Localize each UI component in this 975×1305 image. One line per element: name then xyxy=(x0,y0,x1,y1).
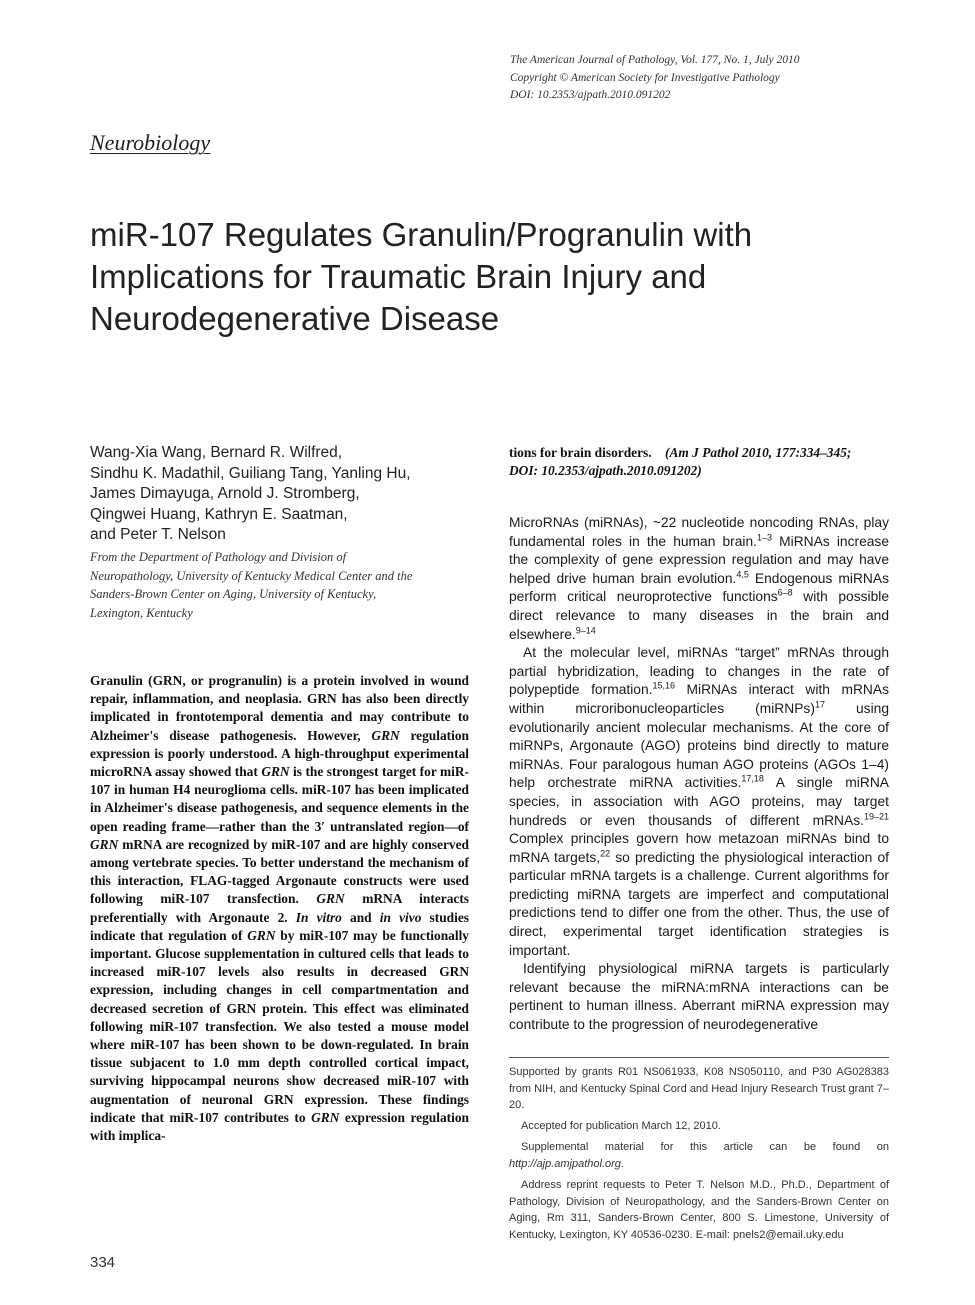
reference-superscript: 9–14 xyxy=(575,624,596,635)
abstract-text: mRNA interacts preferentially with Argonaute 2. xyxy=(90,891,469,925)
abstract-text: by miR-107 may be functionally important. Glucose supplementation in cultured cells that leads to increased miR-107 levels also results in decreased GRN expression, including changes in cell compartmentation and decreased secretion of GRN protein. This effect was eliminated following miR-107 transfection. We also tested a mouse model where miR-107 has been shown to be down-regulated. In brain tissue subjacent to 1.0 mm depth controlled cortical impact, surviving hippocampal neurons show decreased miR-107 with augmentation of neuronal GRN expression. These findings indicate that miR-107 contributes to xyxy=(90,927,469,1125)
latin-term: in vivo xyxy=(379,909,422,925)
grant-note: Supported by grants R01 NS061933, K08 NS050110, and P30 AG028383 from NIH, and Kentucky Spinal Cord and Head Injury Research Trust grant 7–20. xyxy=(509,1066,889,1112)
body-text-run: so predicting the physiological interaction of particular mRNA targets is a challenge. Current algorithms for predicting miRNA targets are imperfect and computational predictions tend to differ one from the other. Thus, the use of direct, experimental target identification strategies is important. xyxy=(509,849,889,958)
reference-superscript: 17,18 xyxy=(741,773,764,784)
title-line-2: Implications for Traumatic Brain Injury and xyxy=(90,258,707,295)
gene-name: GRN xyxy=(371,727,400,743)
page-number: 334 xyxy=(90,1254,116,1271)
title-line-1: miR-107 Regulates Granulin/Progranulin with xyxy=(90,216,753,253)
body-text-run: Identifying physiological miRNA targets is particularly relevant because the miRNA:mRNA interactions can be pertinent to human illness. Aberrant miRNA expression may contribute to the progression of neurodegenerative xyxy=(509,961,889,1033)
abstract-continuation xyxy=(509,444,889,480)
article-title xyxy=(90,214,850,340)
author-line-1: Wang-Xia Wang, Bernard R. Wilfred, xyxy=(90,444,343,461)
abstract-text: mRNA are recognized by miR-107 and are highly conserved among vertebrate species. To better understand the mechanism of this interaction, FLAG-tagged Argonaute constructs were used following miR-107 transfection. xyxy=(90,836,469,907)
reference-superscript: 22 xyxy=(600,848,611,859)
section-label xyxy=(90,130,210,156)
reference-superscript: 17 xyxy=(814,699,825,710)
doi-line: DOI: 10.2353/ajpath.2010.091202 xyxy=(510,89,671,101)
abstract xyxy=(90,672,469,1145)
reprint-note: Address reprint requests to Peter T. Nelson M.D., Ph.D., Department of Pathology, Division of Neuropathology, and the Sanders-Brown Center on Aging, Rm 311, Sanders-Brown Center, 800 S. Limestone, University of Kentucky, Lexington, KY 40536-0230. E-mail: pnels2@email.uky.edu xyxy=(509,1179,889,1241)
affiliation-line-4: Lexington, Kentucky xyxy=(90,605,193,620)
author-line-5: and Peter T. Nelson xyxy=(90,526,226,543)
body-text xyxy=(509,514,889,1035)
footnote-divider xyxy=(509,1057,889,1058)
citation-line-1: (Am J Pathol 2010, 177:334–345; xyxy=(665,445,852,460)
body-text-run: Endogenous miRNAs perform critical neuroprotective functions xyxy=(509,570,889,605)
latin-term: In vitro xyxy=(295,909,342,925)
journal-link[interactable]: http://ajp.amjpathol.org xyxy=(509,1157,621,1170)
journal-header xyxy=(510,52,930,105)
supplemental-text: Supplemental material for this article can be found on xyxy=(521,1141,889,1154)
reference-superscript: 1–3 xyxy=(757,532,773,542)
author-line-3: James Dimayuga, Arnold J. Stromberg, xyxy=(90,485,360,502)
body-text-run: A single miRNA species, in association with AGO proteins, may target hundreds or even thousands of different mRNAs. xyxy=(509,775,889,828)
citation-line-2: DOI: 10.2353/ajpath.2010.091202) xyxy=(509,463,702,479)
body-text-run: using evolutionarily ancient molecular mechanisms. At the core of miRNPs, Argonaute (AGO) proteins bind directly to mature miRNAs. Four paralogous human AGO proteins (AGOs 1–4) help orchestrate miRNA activities. xyxy=(509,700,889,791)
gene-name: GRN xyxy=(316,891,345,907)
body-text-run: with possible direct relevance to many diseases in the brain and elsewhere. xyxy=(509,589,889,642)
gene-name: GRN xyxy=(247,927,276,943)
affiliation-line-1: From the Department of Pathology and Division of xyxy=(90,550,347,564)
supplemental-end: . xyxy=(620,1157,624,1170)
reference-superscript: 6–8 xyxy=(777,587,793,598)
body-text-run: MicroRNAs (miRNAs), ~22 nucleotide noncoding RNAs, play fundamental roles in the human brain. xyxy=(509,515,889,549)
section-label-text: Neurobiology xyxy=(90,130,211,155)
reference-superscript: 15,16 xyxy=(652,680,675,691)
body-text-run: At the molecular level, miRNAs “target” mRNAs through partial hybridization, leading to changes in the rate of polypeptide formation. xyxy=(509,645,889,698)
reference-superscript: 19–21 xyxy=(863,810,889,821)
gene-name: GRN xyxy=(311,1109,340,1125)
paragraph-2 xyxy=(509,644,889,960)
supplemental-note xyxy=(509,1139,889,1172)
journal-citation: The American Journal of Pathology, Vol. 177, No. 1, July 2010 xyxy=(510,54,800,66)
abstract-final-words: tions for brain disorders. xyxy=(509,445,652,460)
affiliation-line-3: Sanders-Brown Center on Aging, University of Kentucky, xyxy=(90,587,377,601)
affiliation-line-2: Neuropathology, University of Kentucky Medical Center and the xyxy=(90,568,413,583)
author-line-2: Sindhu K. Madathil, Guiliang Tang, Yanling Hu, xyxy=(90,464,411,482)
author-line-4: Qingwei Huang, Kathryn E. Saatman, xyxy=(90,505,348,523)
accepted-note: Accepted for publication March 12, 2010. xyxy=(521,1120,721,1133)
reference-superscript: 4,5 xyxy=(736,569,749,580)
paragraph-1 xyxy=(509,514,889,644)
gene-name: GRN xyxy=(261,764,290,780)
title-line-3: Neurodegenerative Disease xyxy=(90,300,500,337)
abstract-text: and xyxy=(341,909,380,925)
body-text-run: MiRNAs interact with mRNAs within microribonucleoparticles (miRNPs) xyxy=(509,682,889,716)
abstract-text: studies indicate that regulation of xyxy=(90,909,469,943)
gene-name: GRN xyxy=(90,836,119,852)
abstract-text: is the strongest target for miR-107 in human H4 neuroglioma cells. miR-107 has been implicated in Alzheimer's disease pathogenesis, and sequence elements in the open reading frame—rather than the 3′ untranslated region—of xyxy=(90,764,469,834)
body-text-run: MiRNAs increase the complexity of gene expression regulation and may have helped drive human brain evolution. xyxy=(509,533,890,586)
copyright-line: Copyright © American Society for Investigative Pathology xyxy=(510,71,780,84)
affiliation xyxy=(90,548,470,622)
paragraph-3 xyxy=(509,960,889,1034)
abstract-text: expression regulation with implica- xyxy=(90,1109,469,1144)
author-list xyxy=(90,443,470,546)
abstract-text: regulation expression is poorly understood. A high-throughput experimental microRNA assay showed that xyxy=(90,727,469,780)
abstract-text: Granulin (GRN, or progranulin) is a protein involved in wound repair, inflammation, and neoplasia. GRN has also been directly implicated in frontotemporal dementia and may contribute to Alzheimer's disease pathogenesis. However, xyxy=(90,673,469,743)
body-text-run: Complex principles govern how metazoan miRNAs bind to mRNA targets, xyxy=(509,831,889,865)
footnotes xyxy=(509,1064,889,1248)
